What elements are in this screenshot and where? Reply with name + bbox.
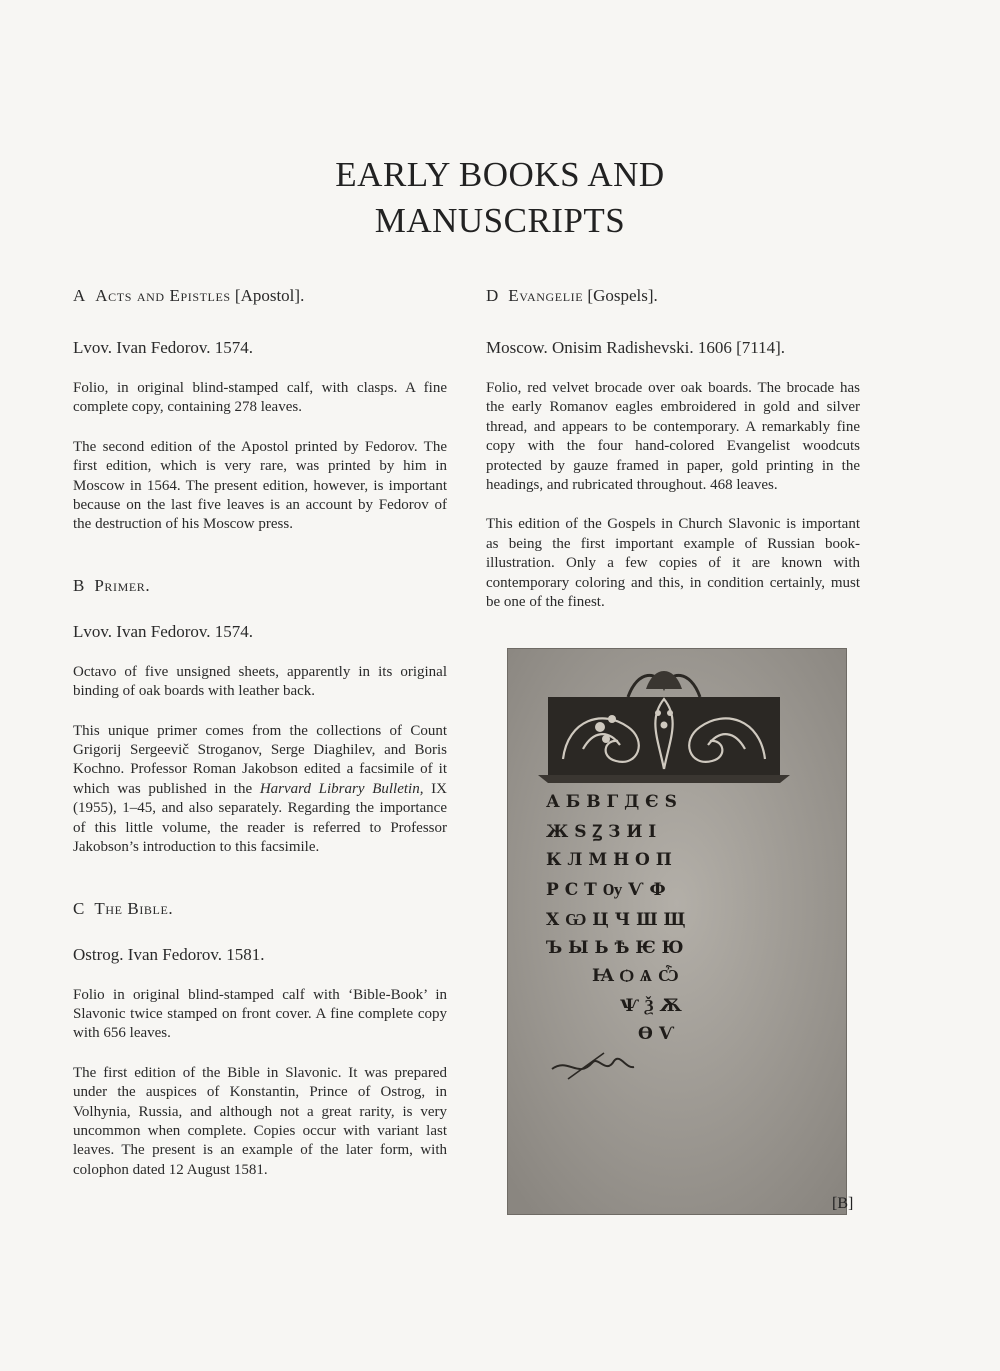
- entry-b-note-part1: This unique primer comes from the collections of Count Grigorij Sergeevič Stroganov, Serge Diaghilev, and Boris Kochno. Professor Roman Jakobson edited a facsimile of it which was published in the: [73, 722, 447, 797]
- entry-a-letter: A: [73, 286, 86, 305]
- title-line-1: EARLY BOOKS AND: [335, 155, 665, 194]
- entry-b: [73, 575, 447, 858]
- entry-d-imprint: Moscow. Onisim Radishevski. 1606 [7114].: [486, 338, 786, 357]
- entry-b-note-italic: Harvard Library Bulletin,: [259, 780, 424, 797]
- entry-c-letter: C: [73, 898, 85, 918]
- entry-d-note: This edition of the Gospels in Church Slavonic is important as being the first important example of Russian book-illustration. Only a few copies of it are known with contemporary coloring and this, in condition certainly, must be one of the finest.: [486, 516, 860, 611]
- entry-b-note-part2: IX (1955), 1–45, and also separately. Regarding the importance of this little volume, the reader is referred to Professor Jakobson’s introduction to this facsimile.: [73, 780, 447, 856]
- entry-c-heading: [73, 898, 447, 920]
- entry-d-letter: D: [486, 286, 499, 305]
- right-column: [486, 285, 860, 612]
- entry-d-name: Evangelie: [508, 286, 584, 305]
- primer-facsimile-image: [507, 648, 847, 1215]
- entry-d: [486, 285, 860, 612]
- alphabet-row-9: Ѳ Ѵ: [638, 1024, 675, 1044]
- entry-a-heading: [73, 285, 447, 307]
- entry-a-description: Folio, in original blind-stamped calf, with clasps. A fine complete copy, containing 278 leaves.: [73, 380, 447, 416]
- entry-a: [73, 285, 447, 535]
- entry-d-description: Folio, red velvet brocade over oak boards. The brocade has the early Romanov eagles embroidered in gold and silver thread, and appears to be contemporary. A remarkably fine copy with the four hand-colored Evangelist woodcuts protected by gauze framed in paper, gold printing in the headings, and rubricated throughout. 468 leaves.: [486, 380, 860, 494]
- title-line-2: MANUSCRIPTS: [374, 201, 626, 240]
- alphabet-row-5: Х Ѡ Ц Ч Ш Щ: [546, 910, 686, 930]
- left-column: [73, 285, 447, 1180]
- alphabet-row-6: Ъ Ы Ь Ѣ Ѥ Ю: [546, 938, 684, 958]
- alphabet-row-8: Ѱ Ѯ Ѫ: [620, 996, 682, 1016]
- entry-c: [73, 898, 447, 1181]
- entry-c-imprint: Ostrog. Ivan Fedorov. 1581.: [73, 944, 265, 964]
- entry-d-bracket: [Gospels].: [587, 286, 658, 305]
- alphabet-row-3: К Л М Н О П: [546, 850, 672, 870]
- entry-c-name: The Bible.: [94, 898, 174, 918]
- entry-b-letter: B: [73, 575, 85, 595]
- entry-a-bracket: [Apostol].: [234, 286, 305, 305]
- entry-b-name: Primer.: [94, 575, 151, 595]
- entry-b-heading: [73, 575, 447, 597]
- alphabet-row-2: Ж Ѕ Ꙁ З И І: [546, 822, 657, 842]
- entry-a-imprint: Lvov. Ivan Fedorov. 1574.: [73, 338, 254, 357]
- page-title: [0, 152, 1000, 244]
- entry-a-note: The second edition of the Apostol printed by Fedorov. The first edition, which is very rare, was printed by him in Moscow in 1564. The present edition, however, is important because on the last five leaves is an account by Fedorov of the destruction of his Moscow press.: [73, 438, 447, 533]
- alphabet-row-1: А Б В Г Д Є Ѕ: [546, 792, 677, 812]
- entry-c-description: Folio in original blind-stamped calf with ‘Bible-Book’ in Slavonic twice stamped on front cover. A fine complete copy with 656 leaves.: [73, 986, 447, 1042]
- entry-b-note: [73, 722, 447, 858]
- plate-caption: [B]: [832, 1195, 854, 1212]
- entry-a-name: Acts and Epistles: [95, 286, 231, 305]
- entry-d-heading: [486, 285, 860, 307]
- entry-c-note: The first edition of the Bible in Slavonic. It was prepared under the auspices of Konstantin, Prince of Ostrog, in Volhynia, Russia, and although not a great rarity, is very uncommon when complete. Copies occur with variant last leaves. The present is an example of the later form, with colophon dated 12 August 1581.: [73, 1064, 447, 1178]
- alphabet-row-7: Ꙗ Ѻ Ѧ Ѽ: [592, 966, 679, 986]
- entry-b-imprint: Lvov. Ivan Fedorov. 1574.: [73, 621, 254, 641]
- entry-b-description: Octavo of five unsigned sheets, apparently in its original binding of oak boards with leather back.: [73, 663, 447, 700]
- alphabet-row-4: Р С Т Ѹ Ѵ Ф: [546, 880, 666, 900]
